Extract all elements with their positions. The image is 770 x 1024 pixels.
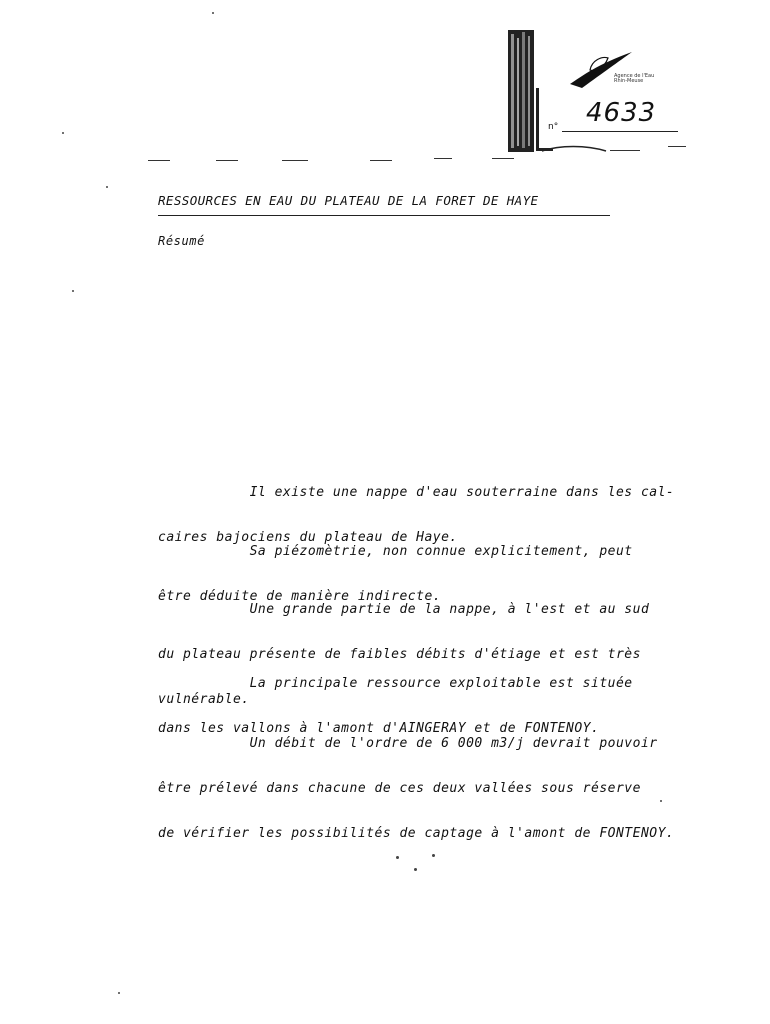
section-heading: Résumé xyxy=(158,234,205,248)
paragraph-line: être prélevé dans chacune de ces deux vallées sous réserve xyxy=(158,781,641,796)
scan-speck xyxy=(118,992,120,994)
paragraph-line: du plateau présente de faibles débits d'étiage et est très xyxy=(158,647,641,662)
scan-speck xyxy=(62,132,64,134)
paragraph-line: Il existe une nappe d'eau souterraine dans les cal- xyxy=(158,485,675,500)
scan-speck xyxy=(106,186,108,188)
header-dash xyxy=(370,160,392,161)
header-dash xyxy=(216,160,238,161)
header-dash xyxy=(434,158,452,159)
paragraph-5 xyxy=(158,706,748,856)
barcode-stamp-icon xyxy=(506,30,536,152)
header-dash xyxy=(610,150,640,151)
underline-swoosh-icon xyxy=(540,143,610,155)
paragraph-line: La principale ressource exploitable est située xyxy=(158,676,633,691)
paragraph-line: vulnérable. xyxy=(158,692,250,707)
paragraph-line: Une grande partie de la nappe, à l'est et au sud xyxy=(158,602,650,617)
paragraph-line: de vérifier les possibilités de captage à l'amont de FONTENOY. xyxy=(158,826,675,841)
header-dash xyxy=(492,158,514,159)
scan-speck xyxy=(660,800,662,802)
paragraph-line: caires bajociens du plateau de Haye. xyxy=(158,530,458,545)
reference-number: 4633 xyxy=(586,98,657,128)
paragraph-line: Sa piézomètrie, non connue explicitement, peut xyxy=(158,544,633,559)
title-underline xyxy=(158,215,610,216)
end-ornament xyxy=(394,854,440,878)
logo-text-line-1: Agence de l'Eau xyxy=(614,73,655,79)
scan-speck xyxy=(212,12,214,14)
header-dash xyxy=(282,160,308,161)
logo-text-line-2: Rhin-Meuse xyxy=(614,78,644,84)
ornament-dot xyxy=(432,854,435,857)
agency-logo-text xyxy=(614,74,654,84)
ornament-dot xyxy=(396,856,399,859)
reference-underline xyxy=(562,131,678,132)
paragraph-line: être déduite de manière indirecte. xyxy=(158,589,442,604)
scan-speck xyxy=(72,290,74,292)
document-title: RESSOURCES EN EAU DU PLATEAU DE LA FORET DE HAYE xyxy=(158,193,539,208)
paragraph-line: dans les vallons à l'amont d'AINGERAY et de FONTENOY. xyxy=(158,721,600,736)
ornament-dot xyxy=(414,868,417,871)
reference-label: n° xyxy=(548,122,559,132)
reference-swoosh xyxy=(540,140,610,159)
paragraph-line: Un débit de l'ordre de 6 000 m3/j devrait pouvoir xyxy=(158,736,658,751)
stamp-block xyxy=(506,30,536,152)
header-dash xyxy=(148,160,170,161)
header-dash xyxy=(668,146,686,147)
